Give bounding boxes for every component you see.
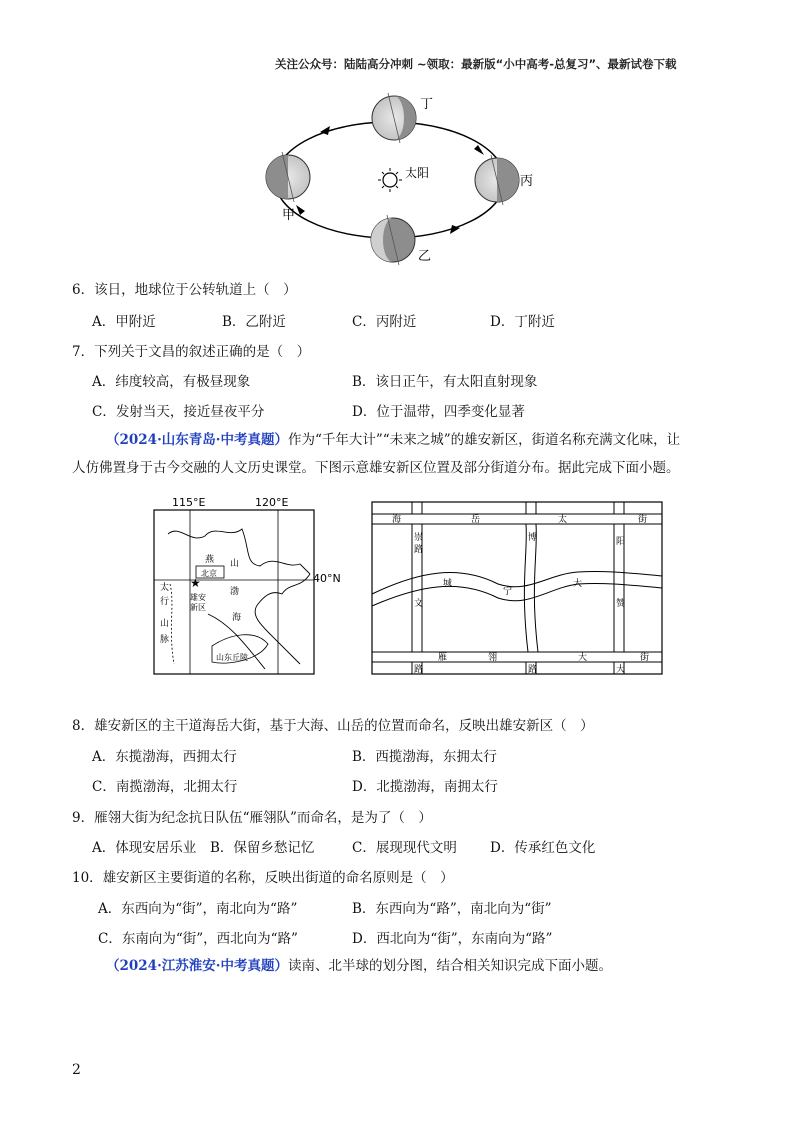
q8-option-b[interactable]: B．西揽渤海，东拥太行: [352, 749, 497, 765]
svg-text:岳: 岳: [471, 515, 481, 525]
q9-option-a[interactable]: A．体现安居乐业: [92, 840, 197, 856]
xiongan-location-map: [150, 494, 350, 676]
q10-option-d[interactable]: D．西北向为“街”，东南向为“路”: [352, 931, 553, 947]
earth-bing: [475, 155, 519, 205]
page-header: 关注公众号：陆陆高分冲刺 ~领取：最新版“小中高考-总复习”、最新试卷下载: [275, 57, 677, 71]
svg-text:山东丘陵: 山东丘陵: [216, 653, 248, 662]
position-bing: 丙: [520, 174, 534, 189]
svg-text:雄安: 雄安: [190, 593, 206, 602]
svg-text:北京: 北京: [201, 569, 217, 578]
passage-1: （2024·山东青岛·中考真题）作为“千年大计”“未来之城”的雄安新区，街道名称充满文化味，让 人仿佛置身于古今交融的人文历史课堂。下图示意雄安新区位置及部分街道分布。据此完成下面小题。: [72, 432, 681, 476]
svg-text:海: 海: [392, 515, 402, 525]
sun-label: 太阳: [405, 166, 430, 180]
q10-option-a[interactable]: A．东西向为“街”，南北向为“路”: [98, 901, 298, 917]
q6-option-d[interactable]: D．丁附近: [490, 314, 555, 330]
q7-option-c[interactable]: C．发射当天，接近昼夜平分: [92, 404, 265, 420]
q9-option-c[interactable]: C．展现现代文明: [352, 840, 457, 856]
q6-option-b[interactable]: B．乙附近: [222, 314, 286, 330]
svg-text:城: 城: [443, 579, 453, 589]
q10-option-b[interactable]: B．东西向为“路”，南北向为“街”: [352, 901, 552, 917]
earth-ding: [372, 93, 416, 143]
svg-text:★: ★: [190, 576, 201, 590]
q7-option-b[interactable]: B．该日正午，有太阳直射现象: [352, 374, 538, 390]
svg-text:街: 街: [638, 515, 648, 525]
q6-option-c[interactable]: C．丙附近: [352, 314, 417, 330]
source-tag: （2024·山东青岛·中考真题）: [106, 432, 288, 448]
position-ding: 丁: [420, 97, 434, 112]
svg-text:翎: 翎: [488, 653, 498, 663]
svg-text:路: 路: [414, 545, 424, 555]
svg-text:街: 街: [640, 653, 650, 663]
page-number: 2: [72, 1062, 81, 1078]
svg-text:宁: 宁: [503, 587, 513, 597]
svg-text:115°E: 115°E: [172, 496, 206, 509]
svg-text:燕: 燕: [205, 555, 215, 565]
svg-text:太: 太: [558, 515, 568, 525]
q8-option-d[interactable]: D．北揽渤海，南拥太行: [352, 779, 498, 795]
svg-text:路: 路: [414, 665, 424, 675]
q6-option-a[interactable]: A．甲附近: [92, 314, 156, 330]
svg-text:40°N: 40°N: [313, 572, 341, 585]
svg-text:脉: 脉: [160, 635, 170, 645]
svg-text:雁: 雁: [438, 653, 448, 663]
question-8: 8．雄安新区的主干道海岳大街，基于大海、山岳的位置而命名，反映出雄安新区（ ）: [72, 718, 594, 734]
svg-text:大: 大: [573, 579, 583, 589]
svg-text:崇: 崇: [414, 533, 424, 543]
position-jia: 甲: [282, 208, 296, 223]
question-7: 7．下列关于文昌的叙述正确的是（ ）: [72, 344, 311, 360]
svg-text:太: 太: [160, 583, 170, 593]
svg-text:文: 文: [414, 599, 424, 609]
q8-option-c[interactable]: C．南揽渤海，北拥太行: [92, 779, 238, 795]
svg-text:赞: 赞: [616, 599, 626, 609]
svg-text:大: 大: [578, 653, 588, 663]
q9-option-b[interactable]: B．保留乡愁记忆: [210, 840, 315, 856]
xiongan-street-map: [368, 494, 668, 676]
earth-jia: [266, 152, 310, 202]
q7-option-d[interactable]: D．位于温带，四季变化显著: [352, 404, 525, 420]
earth-yi: [371, 215, 415, 265]
question-10: 10．雄安新区主要街道的名称，反映出街道的命名原则是（ ）: [72, 870, 454, 886]
q7-option-a[interactable]: A．纬度较高，有极昼现象: [92, 374, 251, 390]
source-tag-2: （2024·江苏淮安·中考真题）: [106, 958, 288, 974]
passage-2: （2024·江苏淮安·中考真题）读南、北半球的划分图，结合相关知识完成下面小题。: [106, 958, 612, 974]
q9-option-d[interactable]: D．传承红色文化: [490, 840, 596, 856]
question-6: 6．该日，地球位于公转轨道上（ ）: [72, 282, 297, 298]
position-yi: 乙: [418, 249, 432, 264]
q10-option-c[interactable]: C．东南向为“街”，西北向为“路”: [98, 931, 298, 947]
question-9: 9．雁翎大街为纪念抗日队伍“雁翎队”而命名，是为了（ ）: [72, 810, 432, 826]
svg-text:博: 博: [528, 533, 538, 543]
svg-text:大: 大: [616, 665, 626, 675]
q8-option-a[interactable]: A．东揽渤海，西拥太行: [92, 749, 237, 765]
svg-text:120°E: 120°E: [255, 496, 289, 509]
sun-icon: [378, 168, 402, 192]
svg-text:海: 海: [232, 613, 242, 623]
svg-text:山: 山: [230, 559, 240, 569]
svg-text:阳: 阳: [616, 537, 626, 547]
svg-text:新区: 新区: [190, 603, 206, 612]
svg-text:行: 行: [160, 597, 170, 607]
svg-text:路: 路: [528, 665, 538, 675]
svg-text:山: 山: [160, 619, 170, 629]
svg-text:渤: 渤: [230, 587, 240, 597]
